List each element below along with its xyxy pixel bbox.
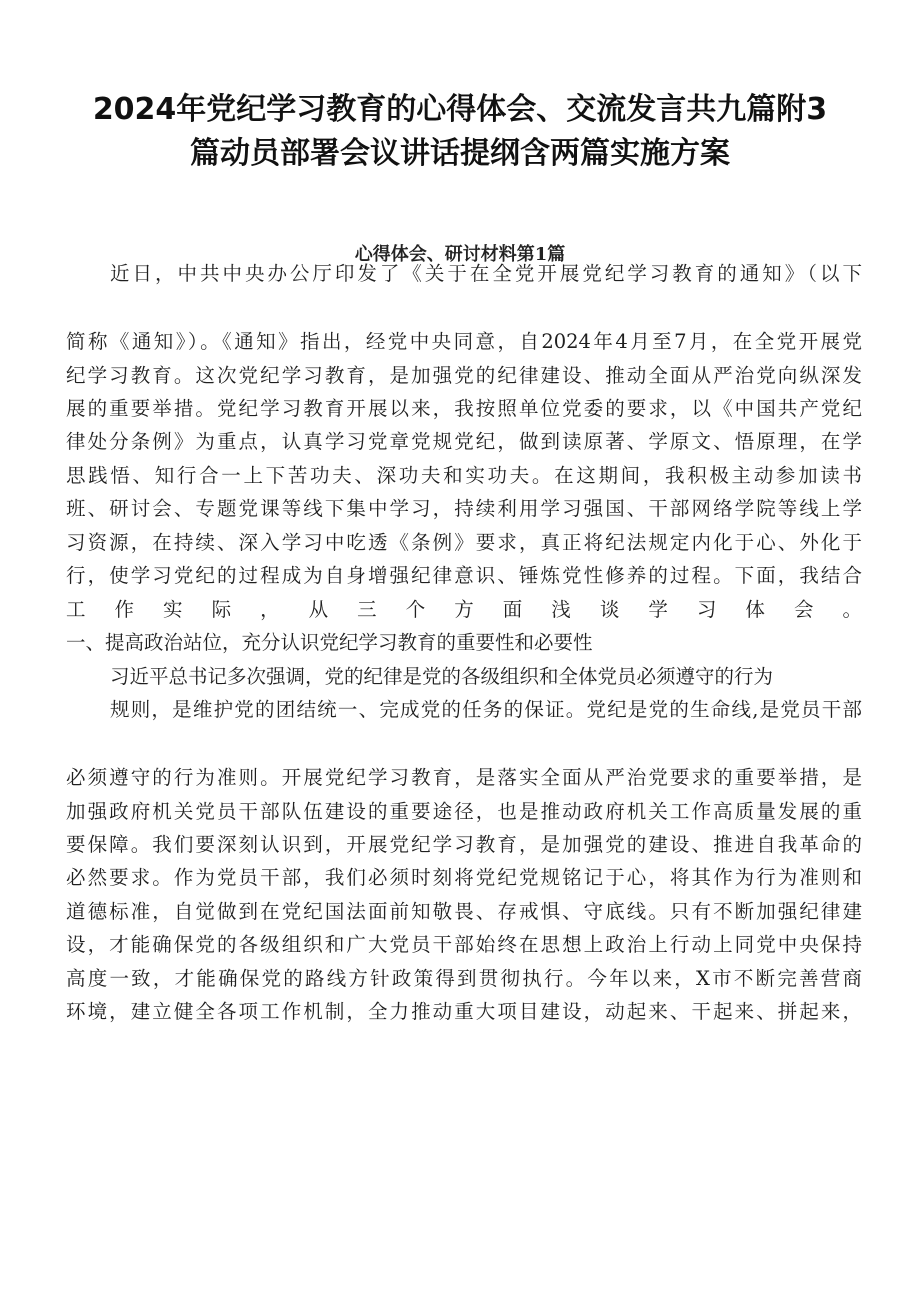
paragraph-line: 要保障。我们要深刻认识到，开展党纪学习教育，是加强党的建设、推进自我革命的 bbox=[66, 833, 862, 856]
paragraph-line: 加强政府机关党员干部队伍建设的重要途径，也是推动政府机关工作高质量发展的重 bbox=[66, 800, 862, 823]
paragraph-line: 行，使学习党纪的过程成为自身增强纪律意识、锤炼党性修养的过程。下面，我结合 bbox=[66, 564, 862, 587]
paragraph-line: 必然要求。作为党员干部，我们必须时刻将党纪党规铭记于心，将其作为行为准则和 bbox=[66, 866, 862, 889]
paragraph-line: 近日，中共中央办公厅印发了《关于在全党开展党纪学习教育的通知》（以下 bbox=[110, 262, 862, 285]
paragraph-line: 规则，是维护党的团结统一、完成党的任务的保证。党纪是党的生命线,是党员干部 bbox=[110, 698, 862, 721]
subsection-heading: 习近平总书记多次强调，党的纪律是党的各级组织和全体党员必须遵守的行为 bbox=[110, 665, 774, 688]
document-title-line-2: 篇动员部署会议讲话提纲含两篇实施方案 bbox=[190, 136, 730, 171]
paragraph-line: 一、提高政治站位，充分认识党纪学习教育的重要性和必要性 bbox=[66, 631, 593, 654]
paragraph-line: 环境，建立健全各项工作机制，全力推动重大项目建设，动起来、干起来、拼起来， bbox=[66, 1000, 862, 1023]
section-heading: 心得体会、研讨材料第1篇 bbox=[354, 244, 566, 265]
paragraph-line: 简称《通知》）。《通知》指出，经党中央同意，自2024年4月至7月，在全党开展党 bbox=[66, 330, 862, 353]
paragraph-line: 必须遵守的行为准则。开展党纪学习教育，是落实全面从严治党要求的重要举措，是 bbox=[66, 766, 862, 789]
paragraph-line: 纪学习教育。这次党纪学习教育，是加强党的纪律建设、推动全面从严治党向纵深发 bbox=[66, 364, 862, 387]
paragraph-line: 道德标准，自觉做到在党纪国法面前知敬畏、存戒惧、守底线。只有不断加强纪律建 bbox=[66, 900, 862, 923]
document-title-line-1: 2024年党纪学习教育的心得体会、交流发言共九篇附3 bbox=[92, 92, 828, 127]
paragraph-line: 思践悟、知行合一上下苦功夫、深功夫和实功夫。在这期间，我积极主动参加读书 bbox=[66, 464, 862, 487]
paragraph-line: 设，才能确保党的各级组织和广大党员干部始终在思想上政治上行动上同党中央保持 bbox=[66, 933, 862, 956]
paragraph-line bbox=[66, 1063, 862, 1095]
paragraph-line: 班、研讨会、专题党课等线下集中学习，持续利用学习强国、干部网络学院等线上学 bbox=[66, 497, 862, 520]
paragraph-line bbox=[66, 1030, 862, 1062]
paragraph-line: 工作实际，从三个方面浅谈学习体会。 bbox=[66, 598, 862, 621]
paragraph-line: 习资源，在持续、深入学习中吃透《条例》要求，真正将纪法规定内化于心、外化于 bbox=[66, 531, 862, 554]
paragraph-line: 展的重要举措。党纪学习教育开展以来，我按照单位党委的要求，以《中国共产党纪 bbox=[66, 397, 862, 420]
paragraph-line: 高度一致，才能确保党的路线方针政策得到贯彻执行。今年以来，X市不断完善营商 bbox=[66, 967, 862, 990]
paragraph-line: 律处分条例》为重点，认真学习党章党规党纪，做到读原著、学原文、悟原理，在学 bbox=[66, 430, 862, 453]
